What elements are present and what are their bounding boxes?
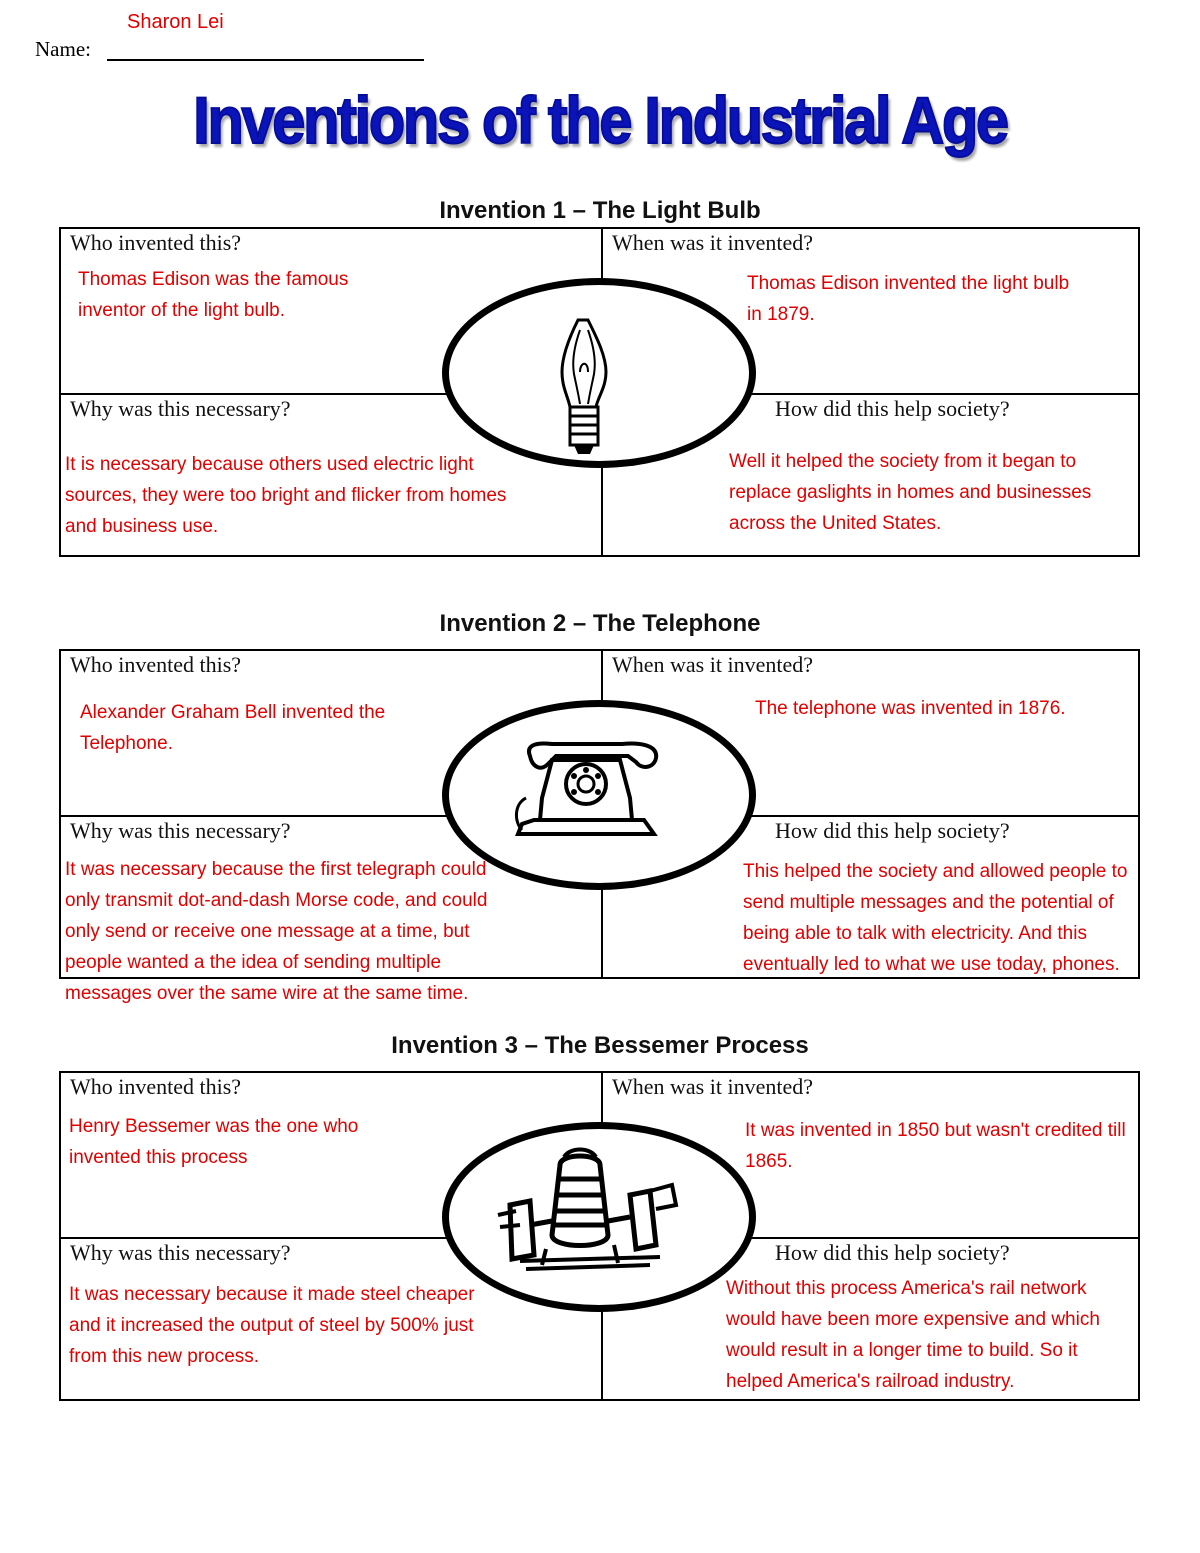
who-question: Who invented this? — [70, 1074, 242, 1099]
why-question: Why was this necessary? — [70, 396, 291, 421]
when-question: When was it invented? — [612, 652, 813, 677]
how-question: How did this help society? — [775, 1240, 1010, 1265]
why-answer: It was necessary because it made steel cheaper and it increased the output of steel by 500% just from this new process. — [69, 1284, 475, 1367]
how-answer: Without this process America's rail network would have been more expensive and which would result in a longer time to build. So it helped America's railroad industry. — [726, 1278, 1100, 1392]
when-question: When was it invented? — [612, 230, 813, 255]
bessemer-converter-icon — [490, 1145, 690, 1275]
who-answer: Alexander Graham Bell invented the Telephone. — [80, 702, 386, 754]
how-question: How did this help society? — [775, 396, 1010, 421]
name-label: Name: — [35, 37, 91, 61]
who-question: Who invented this? — [70, 652, 242, 677]
who-answer: Henry Bessemer was the one who invented this process — [69, 1116, 359, 1168]
when-question: When was it invented? — [612, 1074, 813, 1099]
when-answer: It was invented in 1850 but wasn't credited till 1865. — [745, 1120, 1126, 1172]
telephone-icon — [512, 738, 664, 840]
why-answer: It was necessary because the first telegraph could only transmit dot-and-dash Morse code, and could only send or receive one message at a time, but people wanted a the idea of sending multiple messages over the same wire at the same time. — [65, 859, 488, 1004]
when-answer: Thomas Edison invented the light bulb in 1879. — [747, 273, 1070, 325]
student-name: Sharon Lei — [127, 11, 224, 33]
who-answer: Thomas Edison was the famous inventor of the light bulb. — [78, 269, 349, 321]
name-line — [107, 59, 424, 61]
invention-3-title: Invention 3 – The Bessemer Process — [391, 1032, 809, 1059]
why-question: Why was this necessary? — [70, 1240, 291, 1265]
why-answer: It is necessary because others used electric light sources, they were too bright and flicker from homes and business use. — [65, 454, 507, 537]
page-title: Inventions of the Industrial Age — [193, 83, 1007, 157]
invention-1-title: Invention 1 – The Light Bulb — [439, 197, 761, 224]
light-bulb-icon — [550, 312, 620, 460]
how-question: How did this help society? — [775, 818, 1010, 843]
invention-2-title: Invention 2 – The Telephone — [439, 610, 761, 637]
who-question: Who invented this? — [70, 230, 242, 255]
when-answer: The telephone was invented in 1876. — [755, 698, 1066, 719]
why-question: Why was this necessary? — [70, 818, 291, 843]
how-answer: Well it helped the society from it began to replace gaslights in homes and businesses across the United States. — [729, 451, 1092, 534]
how-answer: This helped the society and allowed people to send multiple messages and the potential of being able to talk with electricity. And this eventually led to what we use today, phones. — [743, 861, 1128, 975]
